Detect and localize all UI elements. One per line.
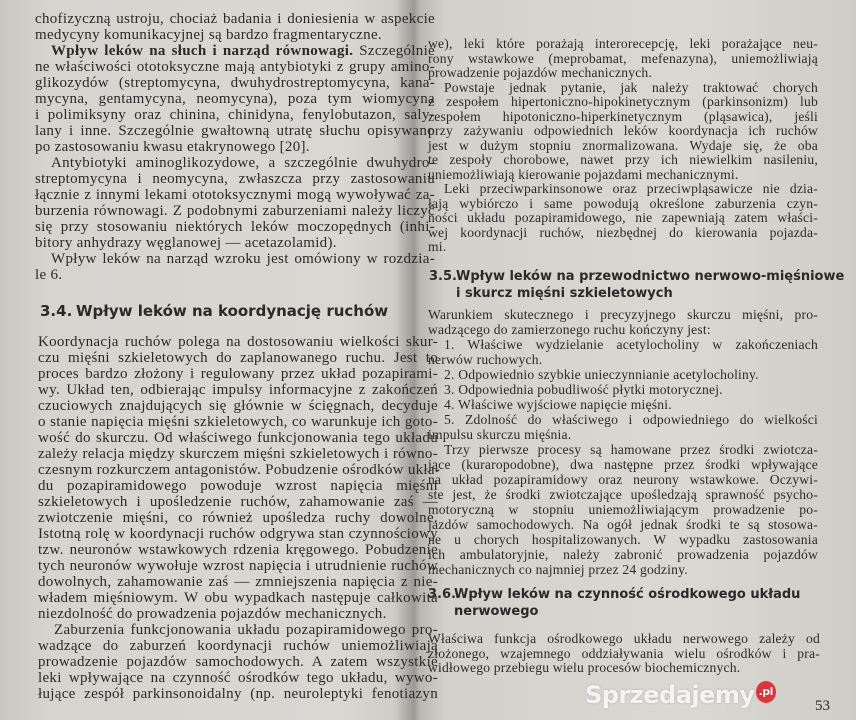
- text-line: ne właściwości ototoksyczne mają antybiotyki z grupy amino-: [35, 59, 435, 75]
- text-line: medycyny komunikacyjnej są bardzo fragmentaryczne.: [35, 27, 382, 43]
- text-line: 5. Zdolność do właściwego i odpowiedniego do wielkości: [444, 412, 818, 427]
- inline-heading: Wpływ leków na słuch i narząd równowagi.: [51, 43, 354, 59]
- text-line: glikozydów (streptomycyna, dwuhydrostreptomycyna, kana-: [35, 75, 435, 91]
- text-line: streptomycyna i neomycyna, zwłaszcza przy zastosowaniu: [35, 171, 435, 187]
- text-line: Warunkiem skutecznego i precyzyjnego skurczu mięśni, pro-: [428, 307, 818, 322]
- text-line: nerwów ruchowych.: [428, 352, 543, 367]
- watermark-suffix: .pl: [756, 681, 776, 703]
- section-number: 3.4.: [40, 302, 73, 320]
- text-line: du pozapiramidowego powoduje wzrost napięcia mięśni: [38, 478, 438, 494]
- section-title-line-2: nerwowego: [454, 604, 539, 619]
- text-line: jące (kuraropodobne), dwa następne przez środki wpływające: [428, 457, 818, 472]
- text-line: Powstaje jednak pytanie, jak należy traktować chorych: [444, 79, 818, 95]
- text-line: Istotną rolę w koordynacji ruchów odgrywa stan czynnościowy: [38, 526, 438, 542]
- section-heading-3-5: [429, 268, 844, 302]
- text-line: ności układu pozapiramidowego, nie zapewniają zatem właści-: [428, 210, 818, 225]
- text-line: jest w dużym stopniu znormalizowana. Wydaje się, że oba: [428, 137, 818, 153]
- text-line: zespołem hipotoniczno-hiperkinetycznym (pląsawica), jeśli: [428, 108, 818, 124]
- text-line: Wpływ leków na narząd wzroku jest omówiony w rozdzia-: [51, 251, 435, 267]
- page-number: 53: [815, 698, 830, 714]
- text-line: mechanicznych co najmniej przez 24 godziny.: [428, 562, 688, 577]
- text-line: władem mięśniowym. W obu wypadkach następuje całkowita: [38, 590, 438, 606]
- section-3-4-body: [38, 334, 441, 702]
- text-line: 3. Odpowiednia pobudliwość płytki motorycznej.: [444, 382, 723, 397]
- text-line: czuciowych znajdujących się głównie w ścięgnach, decyduje: [38, 398, 438, 414]
- text-line: dowolnych, zahamowanie zaś — zmniejszenia napięcia z nie-: [38, 574, 438, 590]
- text-line: wy. Układ ten, odbierając impulsy informacyjne z zakończeń: [38, 382, 438, 398]
- text-line: wadzącego do zamierzonego ruchu kończyny jest:: [428, 322, 711, 337]
- text-line: bitory anhydrazy węglanowej — acetazolamid).: [35, 235, 337, 251]
- text-line: łają wybiórczo i same powodują określone zaburzenia czyn-: [428, 195, 818, 211]
- text-line: złożonego, wzajemnego oddziaływania wielu ośrodków i pra-: [428, 645, 820, 661]
- text-line: niezdolność do prowadzenia pojazdów mechanicznych.: [38, 606, 387, 622]
- text-line: rony wstawkowe (meprobamat, mefenazyna), uniemożliwiają: [428, 50, 818, 66]
- text-line: Trzy pierwsze procesy są hamowane przez środki zwiotcza-: [444, 442, 818, 457]
- section-title: Wpływ leków na koordynację ruchów: [76, 302, 389, 320]
- line-text: Szczególnie: [353, 43, 435, 59]
- watermark-text: Sprzedajemy: [585, 681, 755, 709]
- text-line: Antybiotyki aminoglikozydowe, a szczególnie dwuhydro-: [51, 155, 435, 171]
- text-line: jazdów samochodowych. Na ogół jednak środki te są stosowa-: [428, 517, 818, 532]
- text-line: czu mięśni szkieletowych do zaplanowanego ruchu. Jest to: [38, 350, 438, 366]
- text-line: motoryczną w stopniu uniemożliwiającym prowadzenie po-: [428, 502, 818, 517]
- right-top-text: [428, 37, 818, 255]
- text-line: mi.: [428, 239, 447, 254]
- text-line: po zastosowaniu kwasu etakrynowego [20].: [35, 139, 310, 155]
- section-number: 3.5.: [429, 269, 457, 284]
- text-line: czesnym rozkurczem antagonistów. Pobudzenie ośrodków ukła-: [38, 462, 441, 478]
- text-line: 2. Odpowiednio szybkie unieczynnianie acetylocholiny.: [444, 367, 759, 382]
- left-top-text: [35, 11, 435, 283]
- text-line: ich ambulatoryjnie, należy zabronić prowadzenia pojazdów: [428, 547, 818, 562]
- text-line: burzenia równowagi. Z podobnymi zaburzeniami należy liczyć: [35, 203, 435, 219]
- text-line: Koordynacja ruchów polega na dostosowaniu wielkości skur-: [38, 334, 438, 350]
- text-line: tych neuronów wywołuje wzrost napięcia i utrudnienie ruchów: [38, 558, 438, 574]
- section-title-line-2: i skurcz mięśni szkieletowych: [456, 286, 673, 301]
- text-line: się przy stosowaniu niektórych leków moczopędnych (inhi-: [35, 219, 435, 235]
- text-line: zwiotczenie mięśni, co również upośledza ruchy dowolne.: [38, 510, 438, 526]
- text-line: chofizyczną ustroju, chociaż badania i doniesienia w aspekcie: [35, 11, 435, 27]
- text-line: Właściwa funkcja ośrodkowego układu nerwowego zależy od: [428, 631, 820, 646]
- section-heading-3-6: [428, 586, 800, 620]
- text-line: 1. Właściwe wydzielanie acetylocholiny w zakończeniach: [444, 337, 818, 352]
- text-line: uniemożliwiają kierowanie pojazdami mechanicznymi.: [428, 166, 739, 182]
- text-line: Zaburzenia funkcjonowania układu pozapiramidowego pro-: [54, 622, 438, 638]
- text-line: [35, 43, 435, 59]
- text-line: wadzące do zaburzeń koordynacji ruchów uniemożliwiają: [38, 638, 438, 654]
- section-3-5-body: [428, 307, 818, 577]
- section-3-6-body: [428, 632, 820, 676]
- section-heading-3-4: [40, 302, 388, 320]
- text-line: widłowego przebiegu wielu procesów biochemicznych.: [428, 660, 741, 675]
- text-line: Leki przeciwparkinsonowe oraz przeciwpląsawicze nie dzia-: [444, 181, 818, 196]
- text-line: prowadzenie pojazdów mechanicznych.: [428, 65, 653, 80]
- text-line: impulsu skurczu mięśnia.: [428, 427, 572, 442]
- right-page: [420, 0, 856, 720]
- text-line: 4. Właściwe wyjściowe napięcie mięśni.: [444, 397, 672, 412]
- text-line: przy zażywaniu odpowiednich leków koordynacja ich ruchów: [428, 123, 818, 138]
- text-line: łujące zespół parkinsonoidalny (np. neuroleptyki fenotiazyn: [38, 686, 438, 702]
- text-line: wość do skurczu. Od właściwego funkcjonowania tego układu: [38, 430, 438, 446]
- text-line: ne u chorych hospitalizowanych. W wypadku zastosowania: [428, 532, 818, 547]
- text-line: z zespołem hipertoniczno-hipokinetycznym (parkinsonizm) lub: [428, 94, 818, 109]
- text-line: szkieletowych i upośledzenie ruchów, zahamowanie zaś —: [38, 494, 438, 510]
- text-line: tzw. neuronów wstawkowych rdzenia kręgowego. Pobudzenie: [38, 542, 438, 558]
- text-line: prowadzenie pojazdów samochodowych. A zatem wszystkie: [38, 654, 438, 670]
- text-line: proces bardzo złożony i regulowany przez układ pozapirami-: [38, 366, 438, 382]
- text-line: leki wpływające na czynność ośrodków tego układu, wywo-: [38, 670, 438, 686]
- text-line: wej koordynacji ruchów, niezbędnej do kierowania pojazda-: [428, 224, 818, 240]
- text-line: i polimiksyny oraz chinina, chinidyna, fenylobutazon, saly-: [35, 107, 435, 123]
- watermark-logo: [585, 681, 776, 709]
- text-line: o stanie napięcia mięśni szkieletowych, co warunkuje ich goto-: [38, 414, 438, 430]
- text-line: zależy relacja między skurczem mięśni szkieletowych i równo-: [38, 446, 438, 462]
- section-title-line-1: Wpływ leków na czynność ośrodkowego układu: [454, 587, 801, 602]
- text-line: le 6.: [35, 267, 63, 283]
- text-line: lany i inne. Szczególnie gwałtowną utratę słuchu opisywano: [35, 123, 435, 139]
- text-line: we), leki które porażają interorecepcję, leki porażające neu-: [428, 36, 818, 51]
- text-line: mycyna, gentamycyna, neomycyna), poza tym wiomycyna: [35, 91, 435, 107]
- section-number: 3.6.: [428, 587, 456, 602]
- section-title-line-1: Wpływ leków na przewodnictwo nerwowo-mięśniowe: [456, 269, 845, 284]
- text-line: te zespoły chorobowe, nawet przy ich niewielkim nasileniu,: [428, 152, 818, 167]
- text-line: ste jest, że środki zwiotczające upośledzają sprawność psycho-: [428, 487, 818, 502]
- text-line: łącznie z innymi lekami ototoksycznymi mogą wywoływać za-: [35, 187, 435, 203]
- text-line: na układ pozapiramidowy oraz neurony wstawkowe. Oczywi-: [428, 472, 818, 487]
